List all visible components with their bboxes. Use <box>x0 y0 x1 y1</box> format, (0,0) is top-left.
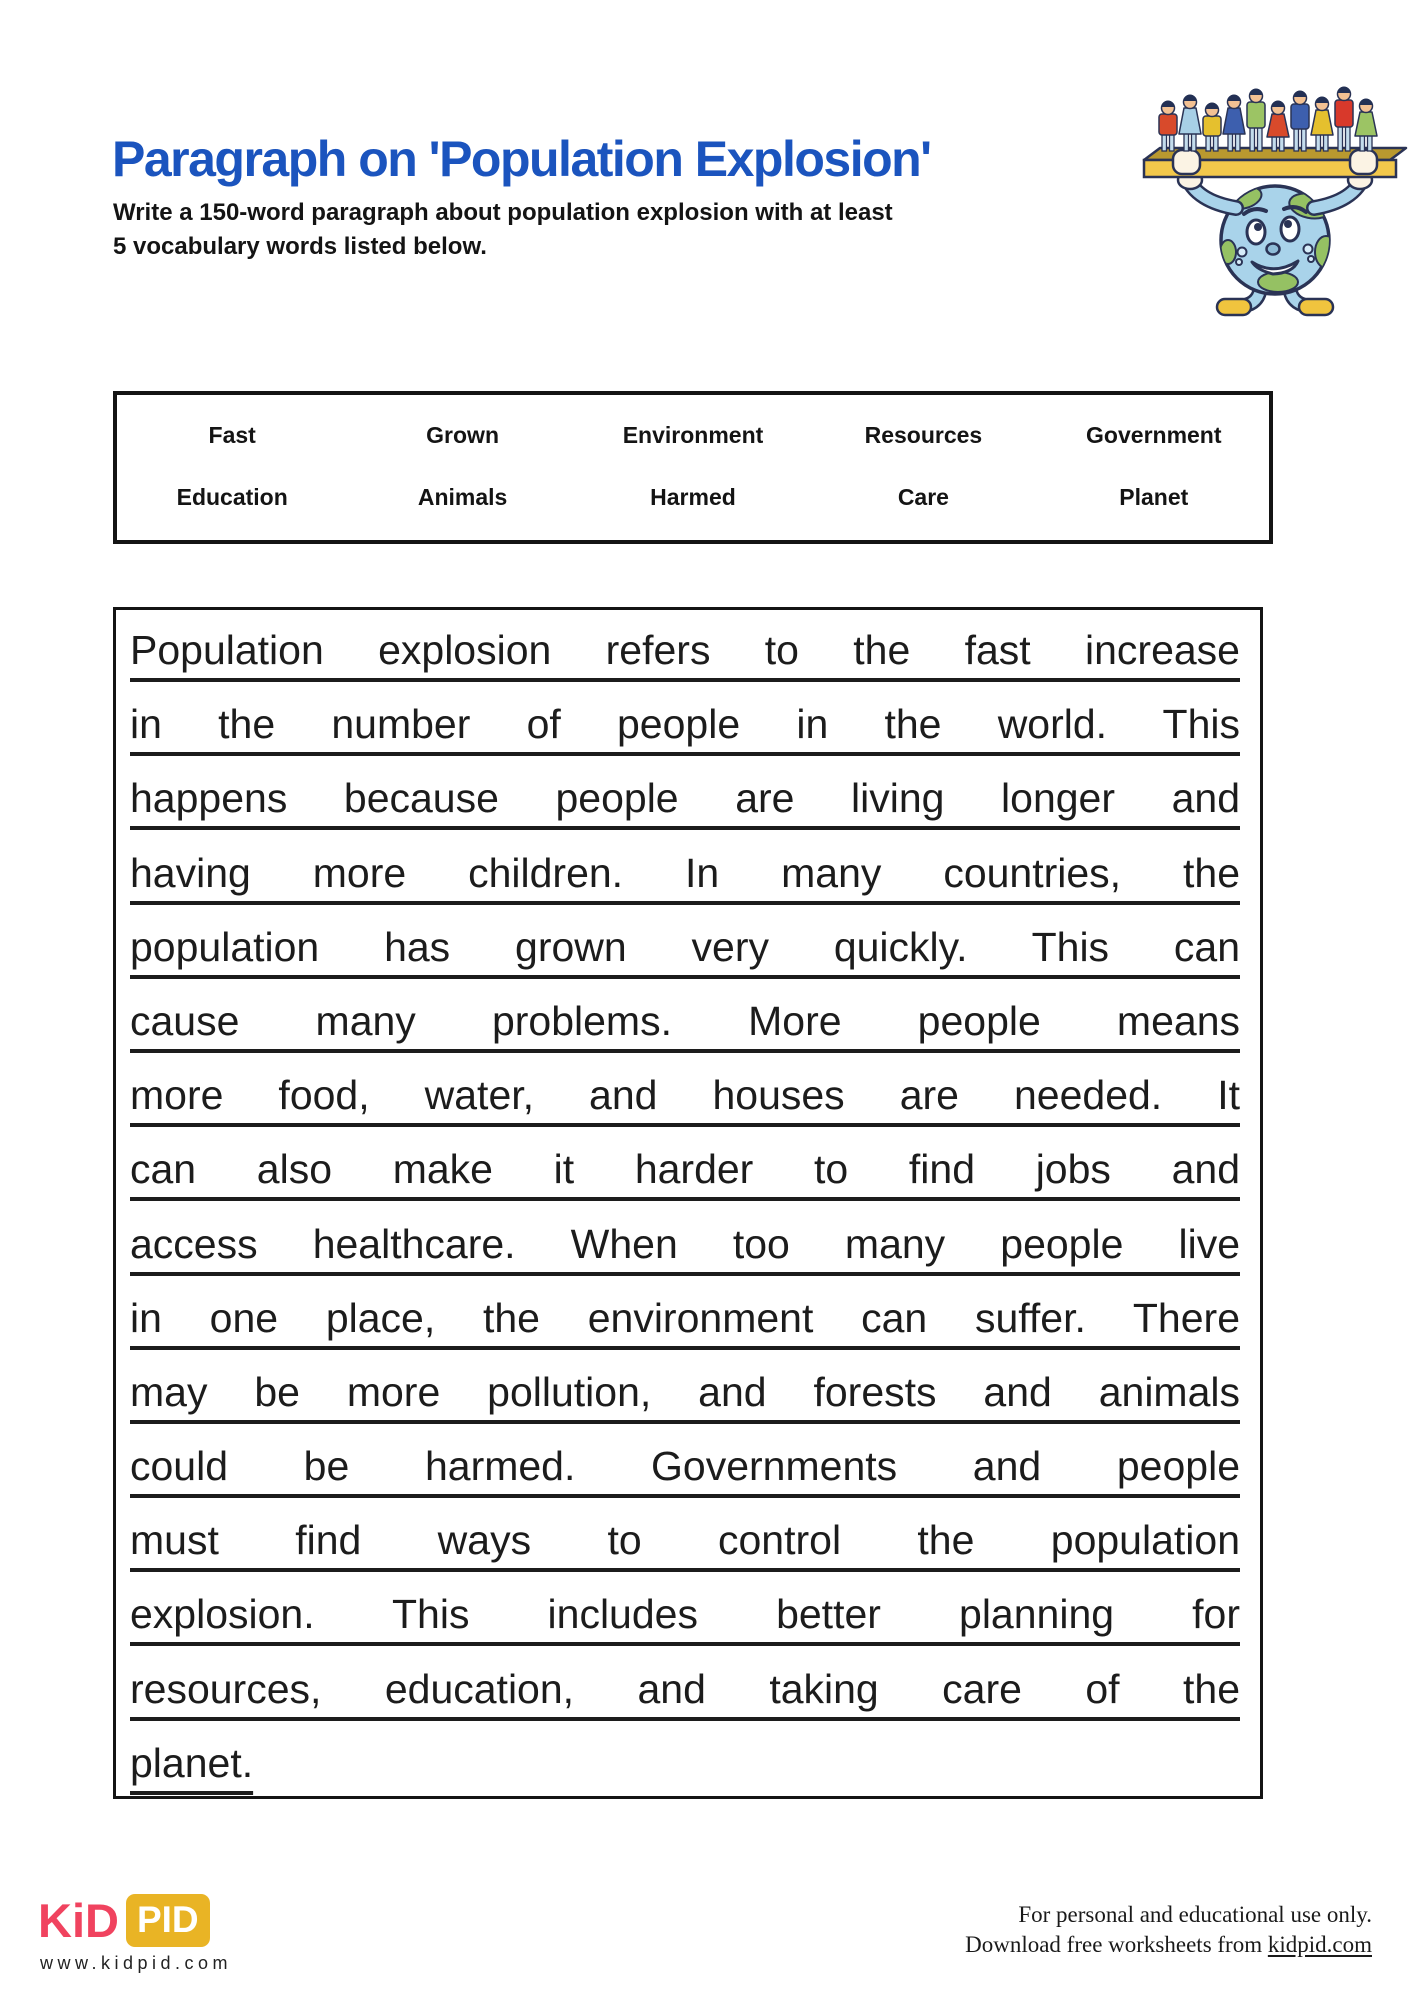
logo-pid-badge: PID <box>126 1894 210 1947</box>
vocab-word: Grown <box>426 422 500 449</box>
vocab-word: Government <box>1086 422 1222 449</box>
logo-website-url: www.kidpid.com <box>40 1953 233 1973</box>
paragraph-line: can also make it harder to find jobs and <box>130 1146 1240 1193</box>
paragraph-line: must find ways to control the population <box>130 1517 1240 1564</box>
paragraph-line: planet. <box>130 1739 254 1786</box>
paragraph-line: access healthcare. When too many people live <box>130 1220 1240 1267</box>
vocab-word: Care <box>897 483 949 510</box>
paragraph-line: cause many problems. More people means <box>130 997 1240 1044</box>
instructions-line-1: Write a 150-word paragraph about population explosion with at least <box>113 199 893 226</box>
vocab-word: Education <box>176 483 288 510</box>
usage-note-line-2: Download free worksheets from kidpid.com <box>965 1932 1372 1957</box>
paragraph-line: having more children. In many countries, the <box>130 849 1240 896</box>
vocab-word: Harmed <box>650 483 736 510</box>
paragraph-line: in one place, the environment can suffer. There <box>130 1294 1240 1341</box>
paragraph-line: Population explosion refers to the fast increase <box>130 627 1240 673</box>
kidpid-logo <box>38 1893 210 1948</box>
instructions <box>113 196 893 264</box>
vocab-word: Animals <box>417 483 508 510</box>
paragraph-line: more food, water, and houses are needed. It <box>130 1072 1240 1119</box>
paragraph-line: could be harmed. Governments and people <box>130 1443 1240 1490</box>
vocab-word: Fast <box>208 422 256 449</box>
usage-note-line-1: For personal and educational use only. <box>1018 1902 1372 1927</box>
earth-holding-people-illustration <box>1140 74 1410 318</box>
usage-note <box>965 1900 1372 1960</box>
paragraph-line: explosion. This includes better planning for <box>130 1591 1240 1638</box>
paragraph-line: in the number of people in the world. This <box>130 701 1240 748</box>
crowd-of-people <box>1159 87 1377 152</box>
paragraph-line: resources, education, and taking care of the <box>130 1665 1240 1712</box>
instructions-line-2: 5 vocabulary words listed below. <box>113 233 487 260</box>
paragraph-box <box>113 607 1263 1799</box>
kidpid-link[interactable]: kidpid.com <box>1267 1932 1372 1957</box>
paragraph-line: population has grown very quickly. This can <box>130 923 1240 970</box>
vocab-word: Resources <box>864 422 983 449</box>
vocabulary-box <box>113 391 1273 544</box>
vocab-word: Planet <box>1119 483 1189 510</box>
paragraph-line: happens because people are living longer and <box>130 775 1240 822</box>
logo-kid-text: KiD <box>38 1894 119 1947</box>
page-title: Paragraph on 'Population Explosion' <box>112 131 931 187</box>
vocab-word: Environment <box>622 422 764 449</box>
paragraph-line: may be more pollution, and forests and animals <box>130 1368 1240 1415</box>
